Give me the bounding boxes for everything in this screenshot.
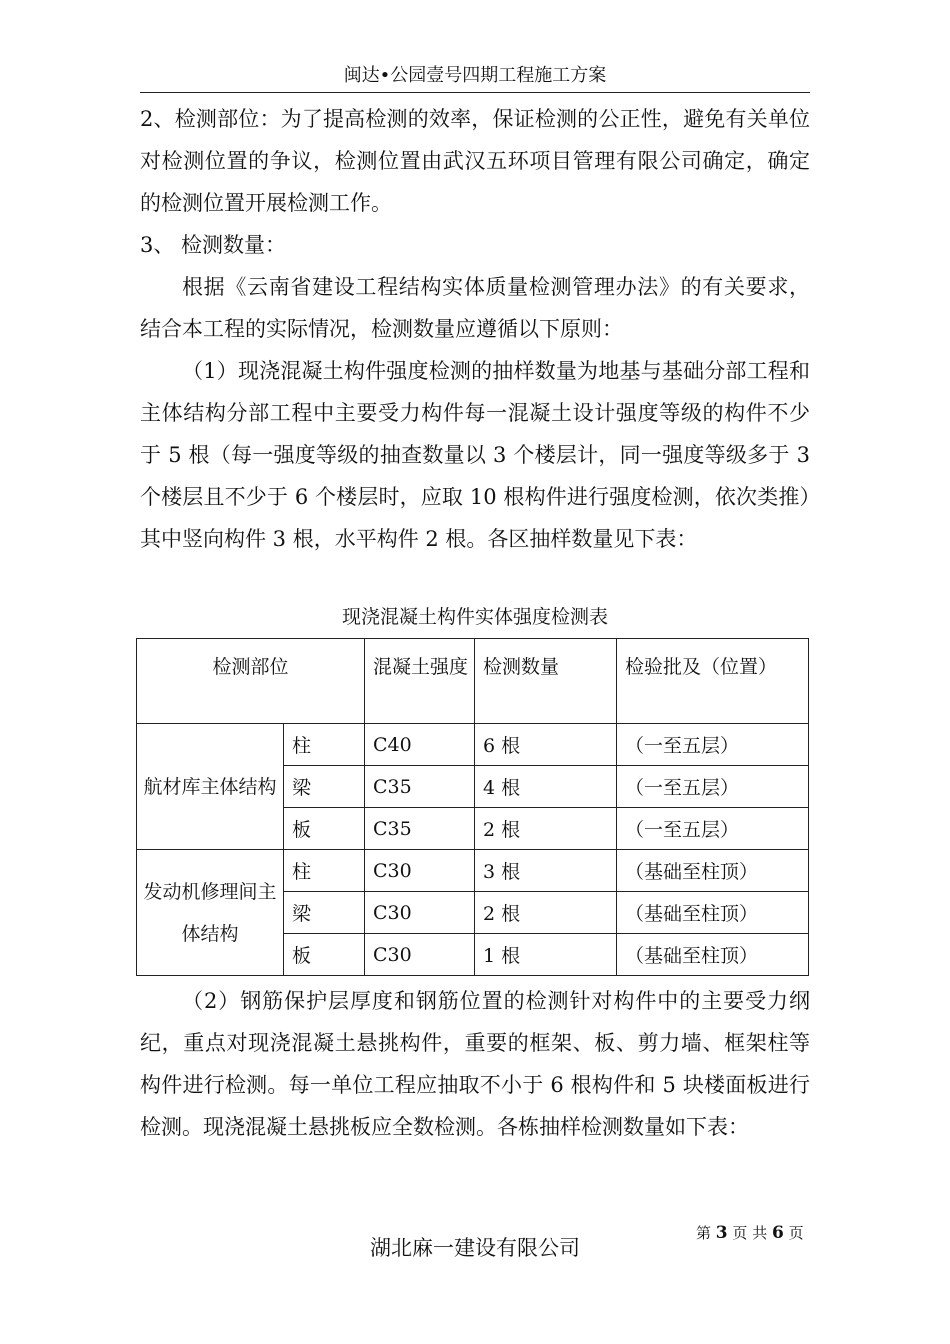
- test-quantity: 2 根: [475, 808, 617, 850]
- batch-position: （一至五层）: [617, 766, 809, 808]
- batch-position: （基础至柱顶）: [617, 934, 809, 976]
- header-concrete-grade: 混凝土强度: [365, 639, 475, 724]
- page-prefix: 第: [696, 1224, 712, 1242]
- test-quantity: 4 根: [475, 766, 617, 808]
- strength-test-table: [136, 638, 809, 976]
- footer-company: 湖北麻一建设有限公司: [370, 1236, 580, 1260]
- page-current: 3: [715, 1223, 728, 1243]
- batch-position: （一至五层）: [617, 724, 809, 766]
- concrete-grade: C40: [365, 724, 475, 766]
- member-type: 梁: [284, 766, 365, 808]
- page-header-title: 闽达•公园壹号四期工程施工方案: [343, 65, 607, 86]
- test-quantity: 1 根: [475, 934, 617, 976]
- paragraph-rule-1: （1）现浇混凝土构件强度检测的抽样数量为地基与基础分部工程和主体结构分部工程中主要受力构件每一混凝土设计强度等级的构件不少于 5 根（每一强度等级的抽查数量以 3 个楼层计，同一强度等级多于 3 个楼层且不少于 6 个楼层时，应取 10 根构件进行强度检测，依次类推）其中竖向构件 3 根，水平构件 2 根。各区抽样数量见下表：: [140, 359, 810, 551]
- test-quantity: 6 根: [475, 724, 617, 766]
- member-type: 板: [284, 934, 365, 976]
- paragraph-inspection-location: 2、检测部位：为了提高检测的效率，保证检测的公正性，避免有关单位对检测位置的争议，检测位置由武汉五环项目管理有限公司确定，确定的检测位置开展检测工作。: [140, 107, 810, 215]
- header-rule: [140, 92, 810, 93]
- batch-position: （基础至柱顶）: [617, 892, 809, 934]
- paragraph-inspection-quantity-heading: 3、 检测数量：: [140, 233, 287, 257]
- batch-position: （一至五层）: [617, 808, 809, 850]
- page-total: 6: [771, 1223, 784, 1243]
- table-caption: 现浇混凝土构件实体强度检测表: [341, 606, 608, 628]
- paragraph-rule-2: （2）钢筋保护层厚度和钢筋位置的检测针对构件中的主要受力纲纪，重点对现浇混凝土悬挑构件，重要的框架、板、剪力墙、框架柱等构件进行检测。每一单位工程应抽取不小于 6 根构件和 5 块楼面板进行检测。现浇混凝土悬挑板应全数检测。各栋抽样检测数量如下表：: [140, 989, 810, 1139]
- test-quantity: 2 根: [475, 892, 617, 934]
- header-quantity: 检测数量: [475, 639, 617, 724]
- header-batch: 检验批及（位置）: [617, 639, 809, 724]
- member-type: 板: [284, 808, 365, 850]
- header-location: 检测部位: [137, 639, 365, 724]
- table-header-row: [137, 639, 809, 724]
- batch-position: （基础至柱顶）: [617, 850, 809, 892]
- table-row: [137, 850, 809, 892]
- concrete-grade: C35: [365, 766, 475, 808]
- concrete-grade: C30: [365, 934, 475, 976]
- concrete-grade: C30: [365, 892, 475, 934]
- member-type: 梁: [284, 892, 365, 934]
- group-name: 发动机修理间主体结构: [137, 850, 284, 976]
- concrete-grade: C30: [365, 850, 475, 892]
- member-type: 柱: [284, 850, 365, 892]
- page-suffix: 页: [788, 1224, 804, 1242]
- paragraph-basis: 根据《云南省建设工程结构实体质量检测管理办法》的有关要求，结合本工程的实际情况，检测数量应遵循以下原则：: [140, 275, 810, 341]
- table-row: [137, 724, 809, 766]
- concrete-grade: C35: [365, 808, 475, 850]
- test-quantity: 3 根: [475, 850, 617, 892]
- group-name: 航材库主体结构: [137, 724, 284, 850]
- page-middle: 页 共: [732, 1224, 768, 1242]
- member-type: 柱: [284, 724, 365, 766]
